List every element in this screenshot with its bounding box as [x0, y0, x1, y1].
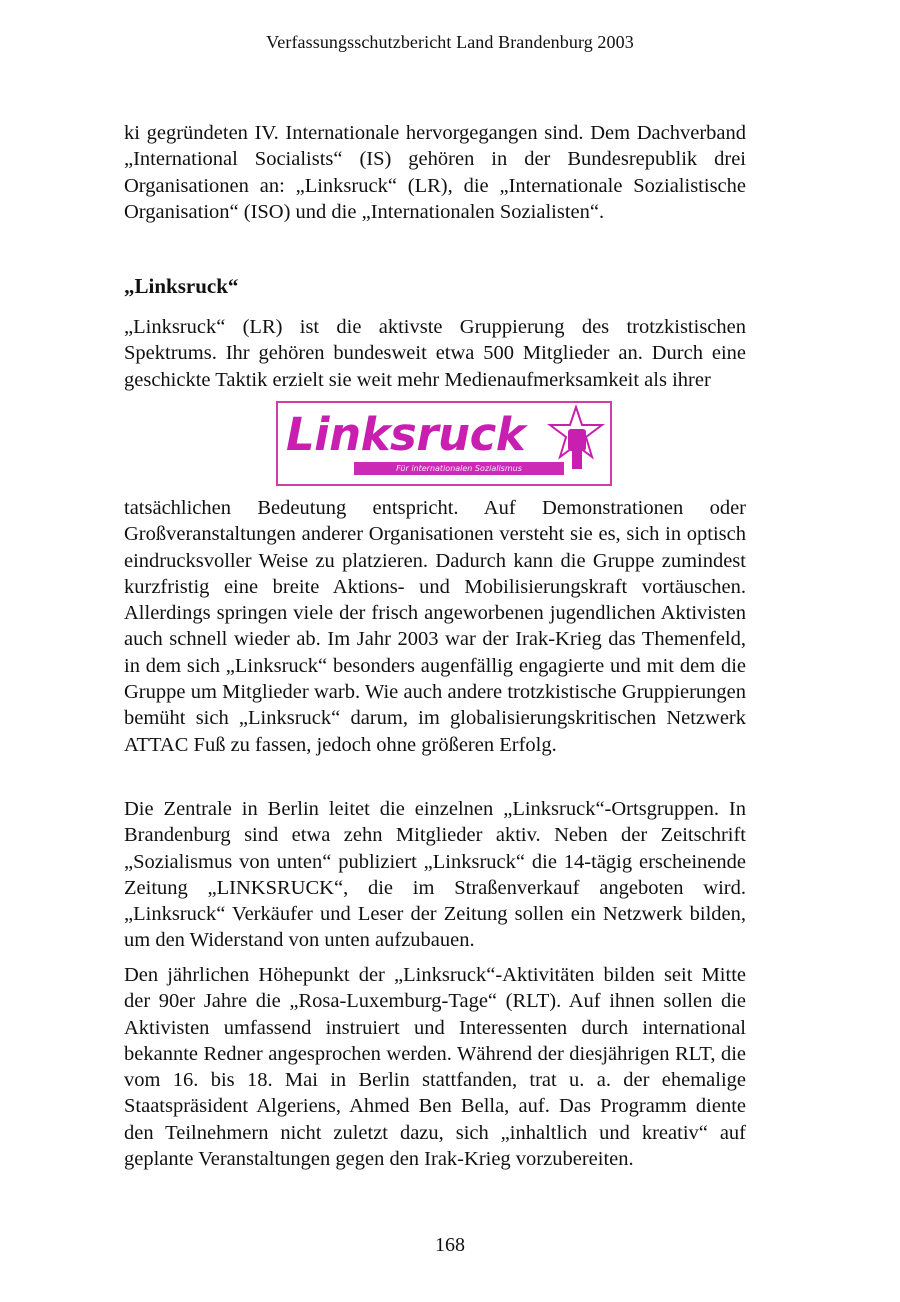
paragraph-organisation [124, 796, 746, 954]
logo-wordmark: Linksruck [286, 408, 526, 461]
paragraph-rlt [124, 962, 746, 1172]
paragraph-text: tatsächlichen Bedeutung entspricht. Auf Demonstrationen oder Großveranstaltungen anderer Organisationen versteht sie es, sich in optisch eindrucksvoller Weise zu platzieren. Dadurch kann die Gruppe zumindest kurzfristig eine breite Aktions- und Mobilisierungskraft vortäuschen. Allerdings springen viele der frisch angeworbenen jugendlichen Aktivisten auch schnell wieder ab. Im Jahr 2003 war der Irak-Krieg das Themenfeld, in dem sich „Linksruck“ besonders augenfällig engagierte und mit dem die Gruppe um Mitglieder warb. Wie auch andere trotzkistische Gruppierungen bemüht sich „Linksruck“ darum, im globalisierungskritischen Netzwerk ATTAC Fuß zu fassen, jedoch ohne größeren Erfolg. [124, 497, 746, 756]
running-header: Verfassungsschutzbericht Land Brandenburg 2003 [266, 32, 634, 52]
paragraph-activities [124, 495, 746, 758]
page-number: 168 [435, 1234, 465, 1256]
logo-tagline: Für internationalen Sozialismus [354, 462, 564, 475]
paragraph-text: Die Zentrale in Berlin leitet die einzelnen „Linksruck“-Ortsgruppen. In Brandenburg sind etwa zehn Mitglieder aktiv. Neben der Zeitschrift „Sozialismus von unten“ publiziert „Linksruck“ die 14-tägig erscheinende Zeitung „LINKSRUCK“, die im Straßenverkauf angeboten wird. „Linksruck“ Verkäufer und Leser der Zeitung sollen ein Netzwerk bilden, um den Widerstand von unten aufzubauen. [124, 798, 746, 952]
section-heading: „Linksruck“ [124, 274, 239, 298]
paragraph-intro [124, 120, 746, 225]
fist-star-icon [546, 405, 606, 473]
paragraph-linksruck-intro [124, 314, 746, 393]
linksruck-logo [276, 401, 612, 486]
paragraph-text: Den jährlichen Höhepunkt der „Linksruck“-Aktivitäten bilden seit Mitte der 90er Jahre die „Rosa-Luxemburg-Tage“ (RLT). Auf ihnen sollen die Aktivisten umfassend instruiert und Interessenten durch international bekannte Redner angesprochen werden. Während der diesjährigen RLT, die vom 16. bis 18. Mai in Berlin stattfanden, trat u. a. der ehemalige Staatspräsident Algeriens, Ahmed Ben Bella, auf. Das Programm diente den Teilnehmern nicht zuletzt dazu, sich „inhaltlich und kreativ“ auf geplante Veranstaltungen gegen den Irak-Krieg vorzubereiten. [124, 964, 746, 1171]
paragraph-text: ki gegründeten IV. Internationale hervorgegangen sind. Dem Dachverband „International Socialists“ (IS) gehören in der Bundesrepublik drei Organisationen an: „Linksruck“ (LR), die „Internationale Sozialistische Organisation“ (ISO) und die „Internationalen Sozialisten“. [124, 122, 746, 223]
paragraph-text: „Linksruck“ (LR) ist die aktivste Gruppierung des trotzkistischen Spektrums. Ihr gehören bundesweit etwa 500 Mitglieder an. Durch eine geschickte Taktik erzielt sie weit mehr Medienaufmerksamkeit als ihrer [124, 316, 746, 391]
